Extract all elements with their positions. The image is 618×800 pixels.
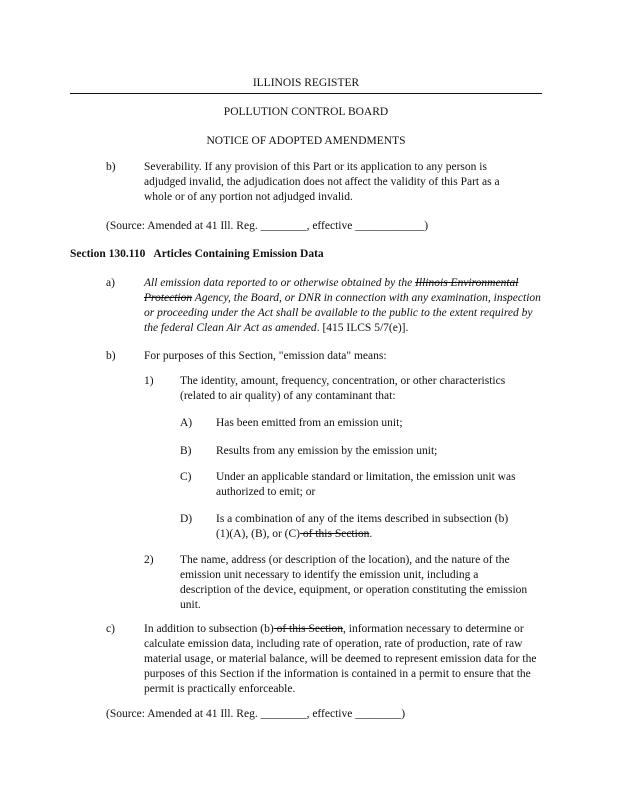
item-D-label: D): [180, 513, 193, 525]
item-A-text: Has been emitted from an emission unit;: [216, 417, 403, 429]
subsection-c-text-1: In addition to subsection (b): [144, 623, 274, 635]
item-2-text: The name, address (or description of the location), and the nature of the emission unit necessary to identify the emission unit, including a description of the device, equipment, or operation constituting the emission unit.: [180, 554, 528, 611]
item-D-main: Is a combination of any of the items described in subsection (b)(1)(A), (B), or (C): [216, 513, 509, 540]
subsection-c-label: c): [106, 623, 115, 635]
statute-citation: . [415 ILCS 5/7(e)].: [316, 322, 409, 334]
struck-agency-name: Illinois Environmental Protection: [144, 277, 519, 304]
subsection-a-text-2: Agency, the Board, or DNR in connection with any examination, inspection or proceeding under the Act shall be available to the public to the extent required by the federal Clean Air Act as amended: [144, 292, 541, 334]
subsection-c-struck: of this Section: [273, 623, 344, 635]
item-B-label: B): [180, 445, 192, 457]
item-D-struck: of this Section: [300, 528, 370, 540]
item-1-label: 1): [144, 375, 154, 387]
severability-text: Severability. If any provision of this Part or its application to any person is adjudged invalid, the adjudication does not affect the validity of this Part as a whole or of any portion not adjudged invalid.: [144, 161, 500, 203]
item-D-end: .: [369, 528, 373, 540]
subsection-c-text-2: , information necessary to determine or calculate emission data, including rate of operation, rate of production, rate of raw material usage, or material balance, will be deemed to represent emission data for the purposes of this Section if the information is contained in a permit to ensure that the permit is practically enforceable.: [144, 623, 537, 695]
severability-label: b): [106, 161, 116, 173]
item-1-text: The identity, amount, frequency, concentration, or other characteristics (related to air quality) of any contaminant that:: [180, 375, 506, 402]
item-B-text: Results from any emission by the emission unit;: [216, 445, 438, 457]
register-header: ILLINOIS REGISTER: [70, 76, 542, 94]
board-name: POLLUTION CONTROL BOARD: [223, 106, 389, 118]
item-2-label: 2): [144, 554, 154, 566]
item-D-text: [216, 512, 520, 542]
notice-title: NOTICE OF ADOPTED AMENDMENTS: [206, 135, 406, 147]
section-title: Articles Containing Emission Data: [153, 248, 324, 260]
source-note-2: (Source: Amended at 41 Ill. Reg. ________, effective ________): [106, 708, 406, 720]
source-note-1: (Source: Amended at 41 Ill. Reg. ________, effective ____________): [106, 220, 429, 232]
section-number: Section 130.110: [70, 248, 146, 260]
subsection-c-text: [144, 622, 546, 697]
item-C-label: C): [180, 471, 192, 483]
section-heading: [70, 247, 324, 262]
subsection-b-text: For purposes of this Section, "emission data" means:: [144, 350, 387, 362]
item-A-label: A): [180, 417, 193, 429]
subsection-a-text-1: All emission data reported to or otherwise obtained by the: [144, 277, 416, 289]
subsection-a-text: [144, 276, 544, 336]
subsection-a-label: a): [106, 277, 115, 289]
item-C-text: Under an applicable standard or limitation, the emission unit was authorized to emit; or: [216, 471, 516, 498]
subsection-b-label: b): [106, 350, 116, 362]
